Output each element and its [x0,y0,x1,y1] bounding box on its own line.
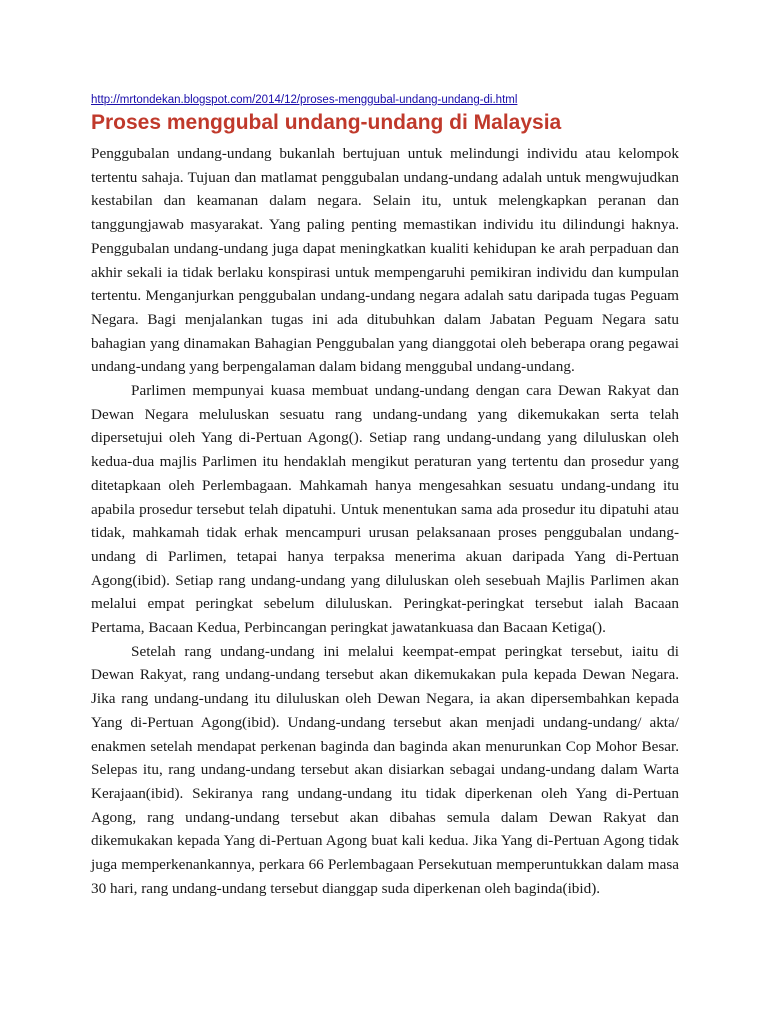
paragraph-parlimen: Parlimen mempunyai kuasa membuat undang-undang dengan cara Dewan Rakyat dan Dewan Negara meluluskan sesuatu rang undang-undang yang dikemukakan serta telah dipersetujui oleh Yang di-Pertuan Agong(). Setiap rang undang-undang yang diluluskan oleh kedua-dua majlis Parlimen itu hendaklah mengikut peraturan yang tertentu dan prosedur yang ditetapkaan oleh Perlembagaan. Mahkamah hanya mengesahkan sesuatu undang-undang itu apabila prosedur tersebut telah dipatuhi. Untuk menentukan sama ada prosedur itu dipatuhi atau tidak, mahkamah tidak erhak mencampuri urusan pelaksanaan proses penggubalan undang-undang di Parlimen, tetapai hanya terpaksa menerima akuan daripada Yang di-Pertuan Agong(ibid). Setiap rang undang-undang yang diluluskan oleh sesebuah Majlis Parlimen akan melalui empat peringkat sebelum diluluskan. Peringkat-peringkat tersebut ialah Bacaan Pertama, Bacaan Kedua, Perbincangan peringkat jawatankuasa dan Bacaan Ketiga(). [91,382,679,637]
document-page [91,93,679,901]
paragraph-intro: Penggubalan undang-undang bukanlah bertujuan untuk melindungi individu atau kelompok tertentu sahaja. Tujuan dan matlamat penggubalan undang-undang adalah untuk mengwujudkan kestabilan dan keamanan dalam negara. Selain itu, untuk melengkapkan peranan dan tanggungjawab masyarakat. Yang paling penting memastikan individu itu dilindungi haknya. Penggubalan undang-undang juga dapat meningkatkan kualiti kehidupan ke arah perpaduan dan akhir sekali ia tidak berlaku konspirasi untuk mempengaruhi pemikiran individu dan kumpulan tertentu. Menganjurkan penggubalan undang-undang negara adalah satu daripada tugas Peguam Negara. Bagi menjalankan tugas ini ada ditubuhkan dalam Jabatan Peguam Negara satu bahagian yang dinamakan Bahagian Penggubalan yang dianggotai oleh beberapa orang pegawai undang-undang yang berpengalaman dalam bidang menggubal undang-undang. [91,145,679,376]
paragraph-dewan-negara: Setelah rang undang-undang ini melalui keempat-empat peringkat tersebut, iaitu di Dewan Rakyat, rang undang-undang tersebut akan dikemukakan pula kepada Dewan Negara. Jika rang undang-undang itu diluluskan oleh Dewan Negara, ia akan dipersembahkan kepada Yang di-Pertuan Agong(ibid). Undang-undang tersebut akan menjadi undang-undang/ akta/ enakmen setelah mendapat perkenan baginda dan baginda akan menurunkan Cop Mohor Besar. Selepas itu, rang undang-undang tersebut akan disiarkan sebagai undang-undang dalam Warta Kerajaan(ibid). Sekiranya rang undang-undang itu tidak diperkenan oleh Yang di-Pertuan Agong, rang undang-undang tersebut akan dibahas semula dalam Dewan Rakyat dan dikemukakan kepada Yang di-Pertuan Agong buat kali kedua. Jika Yang di-Pertuan Agong tidak juga memperkenankannya, perkara 66 Perlembagaan Persekutuan memperuntukkan dalam masa 30 hari, rang undang-undang tersebut dianggap suda diperkenan oleh baginda(ibid). [91,642,679,897]
source-link[interactable]: http://mrtondekan.blogspot.com/2014/12/proses-menggubal-undang-undang-di.html [91,94,518,106]
document-title: Proses menggubal undang-undang di Malaysia [91,111,562,134]
